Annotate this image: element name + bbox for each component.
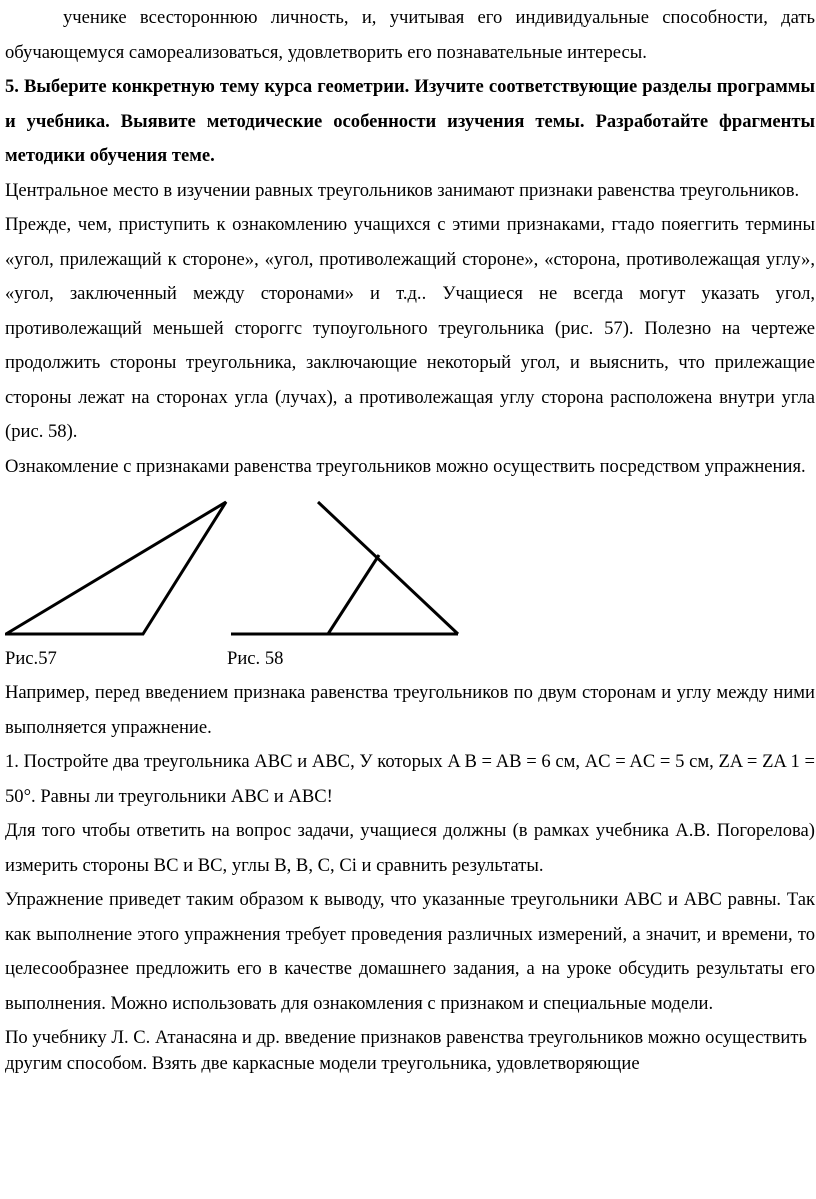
exercise-1: 1. Постройте два треугольника ABC и ABC, У которых A B = AB = 6 см, AC = AC = 5 см, ZA = ZA 1 = 50°. Равны ли треугольники ABC и ABC!: [5, 751, 815, 807]
paragraph-example: Например, перед введением признака равенства треугольников по двум сторонам и углу между ними выполняется упражнение.: [5, 682, 815, 738]
figure-57-obtuse-triangle: [6, 502, 226, 634]
caption-fig-57: Рис.57: [5, 648, 57, 669]
paragraph-intro: ученике всестороннюю личность, и, учитывая его индивидуальные способности, дать обучающемуся самореализоваться, удовлетворить его познавательные интересы.: [5, 7, 815, 63]
paragraph-atanasyan: По учебнику Л. С. Атанасяна и др. введение признаков равенства треугольников можно осуществить другим способом. Взять две каркасные модели треугольника, удовлетворяющие: [5, 1027, 807, 1074]
paragraph-terms: Прежде, чем, приступить к ознакомлению учащихся с этими признаками, гтадо пояеггить термины «угол, прилежащий к стороне», «угол, противолежащий стороне», «сторона, противолежащая углу», «угол, заключенный между сторонами» и т.д.. Учащиеся не всегда могут указать угол, противолежащий меньшей стороггс тупоугольного треугольника (рис. 57). Полезно на чертеже продолжить стороны треугольника, заключающие некоторый угол, и выяснить, что прилежащие стороны лежат на сторонах угла (лучах), а противолежащая углу сторона расположена внутри угла (рис. 58).: [5, 214, 815, 442]
paragraph-measurement: Для того чтобы ответить на вопрос задачи, учащиеся должны (в рамках учебника А.В. Погорелова) измерить стороны ВС и ВС, углы В, В, С, Ci и сравнить результаты.: [5, 820, 815, 876]
figure-captions: [5, 642, 815, 676]
task-heading: 5. Выберите конкретную тему курса геометрии. Изучите соответствующие разделы программы и учебника. Выявите методические особенности изучения темы. Разработайте фрагменты методики обучения теме.: [5, 76, 815, 166]
paragraph-central-place: Центральное место в изучении равных треугольников занимают признаки равенства треугольников.: [5, 179, 800, 201]
figure-58-angle-with-triangle: [231, 502, 458, 634]
caption-fig-58: Рис. 58: [227, 648, 284, 669]
figures-drawing: [5, 492, 815, 642]
paragraph-conclusion: Упражнение приведет таким образом к выводу, что указанные треугольники ABC и ABC равны. Так как выполнение этого упражнения требует проведения различных измерений, а значит, и времени, то целесообразнее предложить его в качестве домашнего задания, а на уроке обсудить результаты его выполнения. Можно использовать для ознакомления с признаком и специальные модели.: [5, 889, 815, 1014]
document-page: [5, 1, 815, 1077]
paragraph-exercises: Ознакомление с признаками равенства треугольников можно осуществить посредством упражнения.: [5, 455, 806, 477]
figures-row: [5, 492, 815, 642]
